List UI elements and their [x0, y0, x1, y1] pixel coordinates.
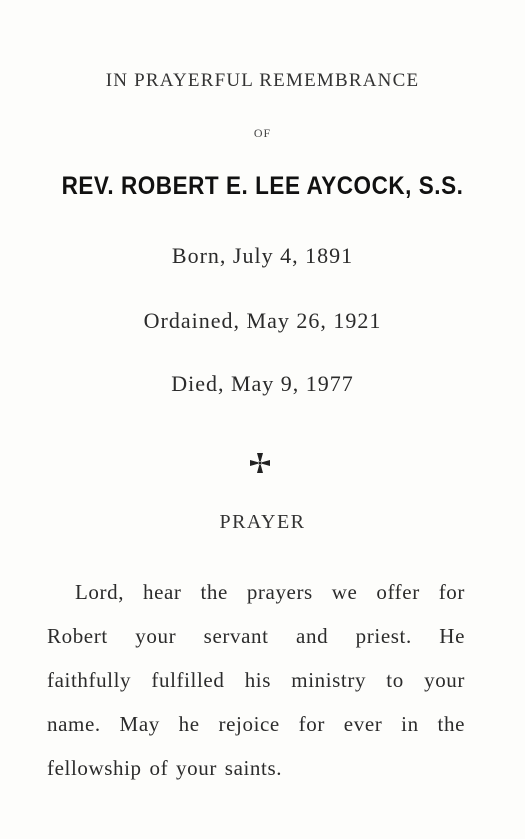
prayer-line: faithfully fulfilled his ministry to your — [47, 668, 465, 692]
deceased-name: REV. ROBERT E. LEE AYCOCK, S.S. — [61, 172, 464, 200]
prayer-line: fellowship of your saints. — [47, 756, 283, 780]
remembrance-heading: IN PRAYERFUL REMEMBRANCE — [105, 70, 420, 91]
prayer-line: name. May he rejoice for ever in the — [47, 712, 465, 736]
birth-date: Born, July 4, 1891 — [171, 243, 354, 268]
prayer-line: Robert your servant and priest. He — [47, 624, 465, 648]
ordination-date: Ordained, May 26, 1921 — [143, 308, 382, 333]
prayer-text — [47, 570, 465, 790]
of-label: OF — [253, 126, 272, 140]
prayer-heading: PRAYER — [219, 511, 306, 533]
death-date: Died, May 9, 1977 — [171, 371, 354, 396]
prayer-line: Lord, hear the prayers we offer for — [75, 580, 465, 604]
maltese-cross-icon — [249, 452, 271, 474]
